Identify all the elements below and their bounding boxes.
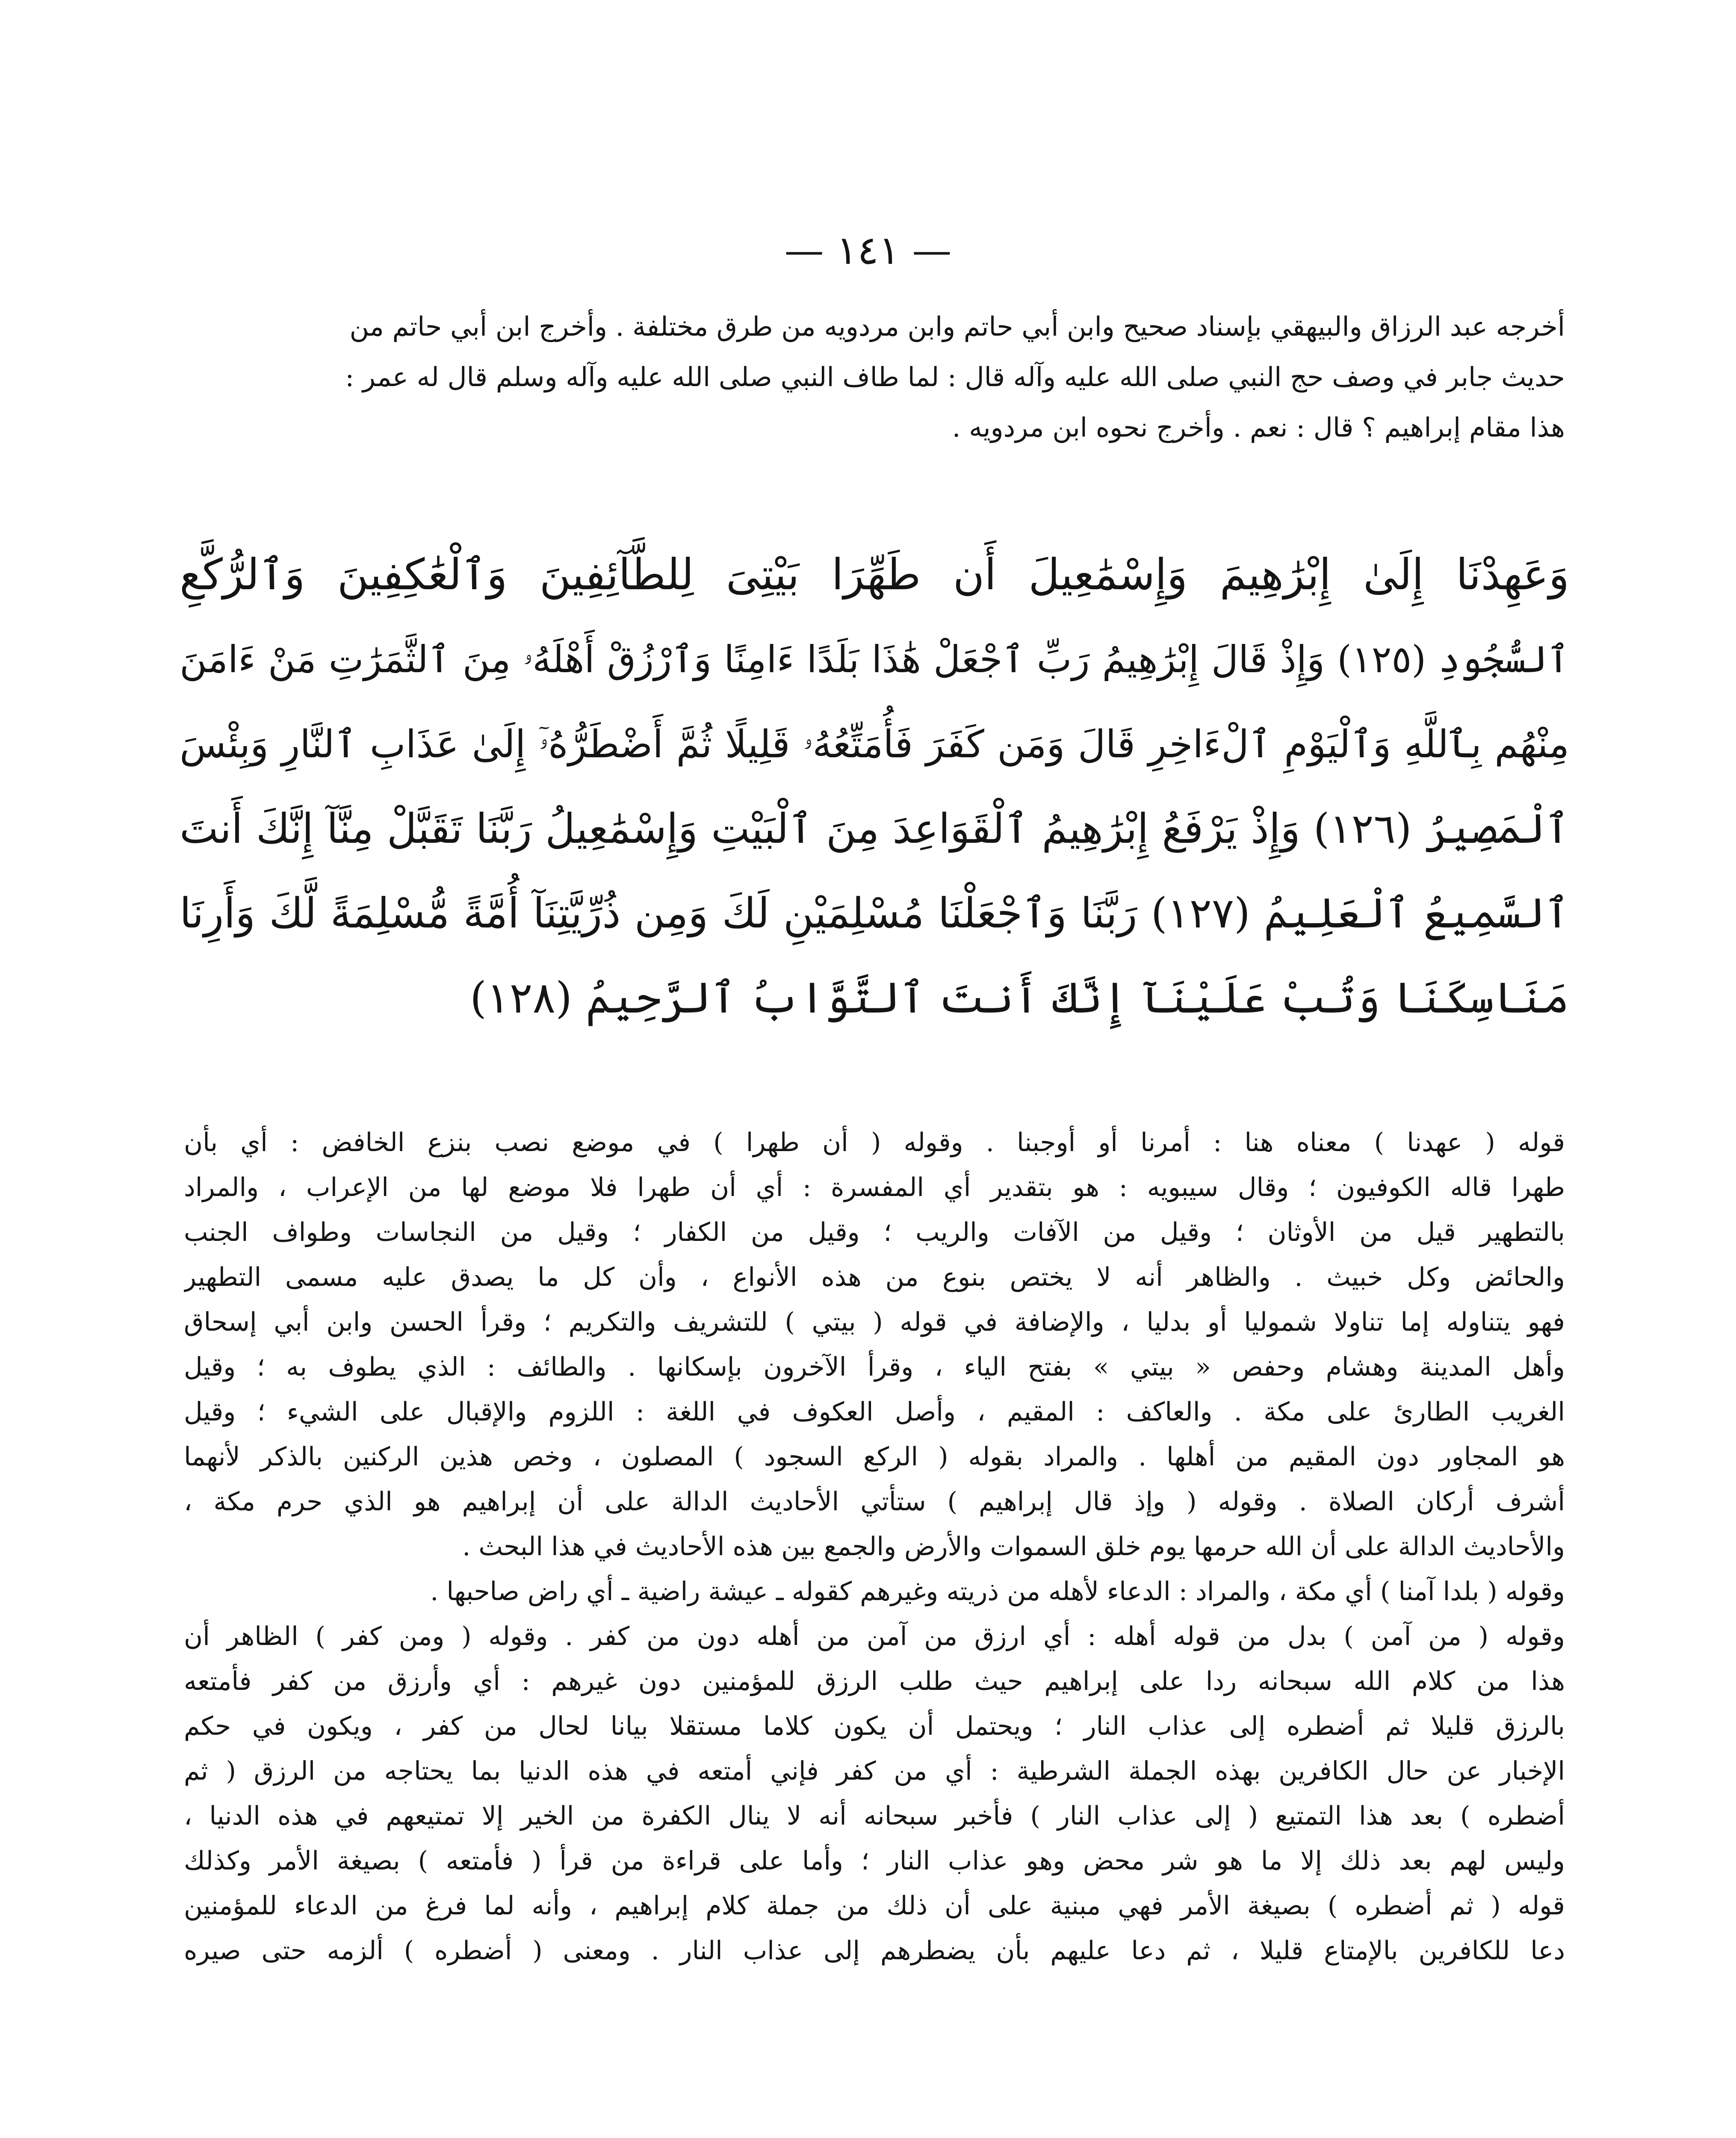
- commentary-line: هذا من كلام الله سبحانه ردا على إبراهيم حيث طلب الرزق للمؤمنين دون غيرهم : أي وأرزق من كفر فأمتعه: [184, 1666, 1565, 1696]
- commentary-line: وليس لهم بعد ذلك إلا ما هو شر محض وهو عذاب النار ؛ وأما على قراءة من قرأ ( فأمتعه ) بصيغة الأمر وكذلك: [184, 1846, 1565, 1876]
- commentary-line: قوله ( ثم أضطره ) بصيغة الأمر فهي مبنية على أن ذلك من جملة كلام إبراهيم ، وأنه لما فرغ من الدعاء للمؤمنين: [184, 1891, 1565, 1921]
- verse-line: ٱلسَّمِيعُ ٱلْعَلِيمُ (١٢٧) رَبَّنَا وَٱجْعَلْنَا مُسْلِمَيْنِ لَكَ وَمِن ذُرِّيَّتِنَآ أُمَّةً مُّسْلِمَةً لَّكَ وَأَرِنَا: [180, 889, 1569, 937]
- commentary-line: هو المجاور دون المقيم من أهلها . والمراد بقوله ( الركع السجود ) المصلون ، وخص هذين الركنين بالذكر لأنهما: [184, 1442, 1565, 1472]
- commentary-line: دعا للكافرين بالإمتاع قليلا ، ثم دعا عليهم بأن يضطرهم إلى عذاب النار . ومعنى ( أضطره ) ألزمه حتى صيره: [184, 1936, 1565, 1966]
- commentary-line: الغريب الطارئ على مكة . والعاكف : المقيم ، وأصل العكوف في اللغة : اللزوم والإقبال على الشيء ؛ وقيل: [184, 1397, 1565, 1427]
- verse-line: مِنْهُم بِٱللَّهِ وَٱلْيَوْمِ ٱلْءَاخِرِ قَالَ وَمَن كَفَرَ فَأُمَتِّعُهُۥ قَلِيلًا ثُمَّ أَضْطَرُّهُۥٓ إِلَىٰ عَذَابِ ٱلنَّارِ وَبِئْسَ: [180, 722, 1569, 766]
- commentary-line: أشرف أركان الصلاة . وقوله ( وإذ قال إبراهيم ) ستأتي الأحاديث الدالة على أن إبراهيم هو الذي حرم مكة ،: [184, 1487, 1565, 1517]
- verse-line: ٱلْمَصِيرُ (١٢٦) وَإِذْ يَرْفَعُ إِبْرَٰهِيمُ ٱلْقَوَاعِدَ مِنَ ٱلْبَيْتِ وَإِسْمَٰعِيلُ رَبَّنَا تَقَبَّلْ مِنَّآ إِنَّكَ أَنتَ: [180, 805, 1569, 853]
- commentary-line: وأهل المدينة وهشام وحفص « بيتي » بفتح الياء ، وقرأ الآخرون بإسكانها . والطائف : الذي يطوف به ؛ وقيل: [184, 1352, 1565, 1382]
- commentary-line: بالرزق قليلا ثم أضطره إلى عذاب النار ؛ ويحتمل أن يكون كلاما مستقلا بيانا لحال من كفر ، ويكون في حكم: [184, 1711, 1565, 1741]
- intro-line: حديث جابر في وصف حج النبي صلى الله عليه وآله قال : لما طاف النبي صلى الله عليه وآله وسلم قال له عمر :: [345, 361, 1565, 393]
- commentary-line: والأحاديث الدالة على أن الله حرمها يوم خلق السموات والأرض والجمع بين هذه الأحاديث في هذا البحث .: [462, 1532, 1565, 1562]
- commentary-line: بالتطهير قيل من الأوثان ؛ وقيل من الآفات والريب ؛ وقيل من الكفار ؛ وقيل من النجاسات وطواف الجنب: [184, 1217, 1565, 1247]
- commentary-line: طهرا قاله الكوفيون ؛ وقال سيبويه : هو بتقدير أي المفسرة : أي أن طهرا فلا موضع لها من الإعراب ، والمراد: [184, 1172, 1565, 1202]
- commentary-line: قوله ( عهدنا ) معناه هنا : أمرنا أو أوجبنا . وقوله ( أن طهرا ) في موضع نصب بنزع الخافض : أي بأن: [184, 1128, 1565, 1158]
- commentary-line: وقوله ( من آمن ) بدل من قوله أهله : أي ارزق من آمن من أهله دون من كفر . وقوله ( ومن كفر ) الظاهر أن: [184, 1621, 1565, 1651]
- commentary-line: الإخبار عن حال الكافرين بهذه الجملة الشرطية : أي من كفر فإني أمتعه في هذه الدنيا بما يحتاجه من الرزق ( ثم: [184, 1756, 1565, 1786]
- verse-line: وَعَهِدْنَا إِلَىٰ إِبْرَٰهِيمَ وَإِسْمَٰعِيلَ أَن طَهِّرَا بَيْتِىَ لِلطَّآئِفِينَ وَٱلْعَٰكِفِينَ وَٱلرُّكَّعِ: [180, 549, 1569, 599]
- intro-paragraph: [184, 301, 1565, 453]
- verse-line: مَنَاسِكَنَا وَتُبْ عَلَيْنَآ إِنَّكَ أَنتَ ٱلتَّوَّابُ ٱلرَّحِيمُ (١٢٨): [469, 973, 1569, 1023]
- commentary-line: أضطره ) بعد هذا التمتيع ( إلى عذاب النار ) فأخبر سبحانه أنه لا ينال الكفرة من الخير إلا تمتيعهم في هذه الدنيا ،: [184, 1801, 1565, 1831]
- commentary-line: فهو يتناوله إما تناولا شموليا أو بدليا ، والإضافة في قوله ( بيتي ) للتشريف والتكريم ؛ وقرأ الحسن وابن أبي إسحاق: [184, 1307, 1565, 1337]
- commentary-text: [184, 1120, 1565, 1973]
- commentary-line: وقوله ( بلدا آمنا ) أي مكة ، والمراد : الدعاء لأهله من ذريته وغيرهم كقوله ـ عيشة راضية ـ أي راض صاحبها .: [430, 1577, 1565, 1606]
- verse-line: ٱلسُّجُودِ (١٢٥) وَإِذْ قَالَ إِبْرَٰهِيمُ رَبِّ ٱجْعَلْ هَٰذَا بَلَدًا ءَامِنًا وَٱرْزُقْ أَهْلَهُۥ مِنَ ٱلثَّمَرَٰتِ مَنْ ءَامَنَ: [180, 638, 1569, 681]
- page-number: — ١٤١ —: [784, 227, 952, 273]
- quran-verses: [180, 532, 1569, 1040]
- intro-line: أخرجه عبد الرزاق والبيهقي بإسناد صحيح وابن أبي حاتم وابن مردويه من طرق مختلفة . وأخرج ابن أبي حاتم من: [349, 311, 1565, 342]
- intro-line: هذا مقام إبراهيم ؟ قال : نعم . وأخرج نحوه ابن مردويه .: [952, 412, 1565, 443]
- commentary-line: والحائض وكل خبيث . والظاهر أنه لا يختص بنوع من هذه الأنواع ، وأن كل ما يصدق عليه مسمى التطهير: [184, 1262, 1565, 1292]
